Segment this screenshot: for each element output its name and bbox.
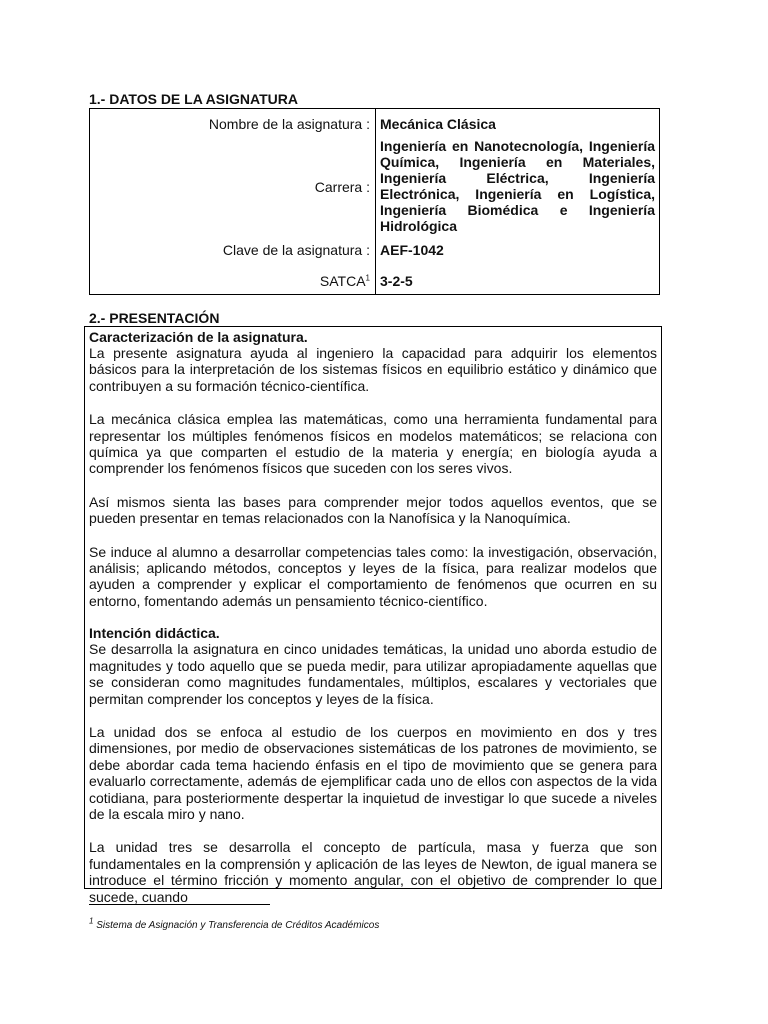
career-value: Ingeniería en Nanotecnología, Ingeniería Química, Ingeniería en Materiales, Ingeniería Eléctrica, Ingeniería Electrónica, Ingeniería en Logística, Ingeniería Biomédica e Ingeniería Hidrológica [380, 138, 655, 234]
career-label: Carrera : [314, 179, 370, 195]
subject-data-table [89, 108, 660, 295]
footnote-text: Sistema de Asignación y Transferencia de Créditos Académicos [96, 920, 380, 931]
table-column-divider [375, 109, 376, 294]
section-1-title: 1.- DATOS DE LA ASIGNATURA [89, 91, 298, 107]
didactic-paragraph: Se desarrolla la asignatura en cinco unidades temáticas, la unidad uno aborda estudio de magnitudes y todo aquello que se pueda medir, para utilizar apropiadamente aquellas que se consideran como magnitudes fundamentales, múltiplos, escalares y vectoriales que permitan comprender los conceptos y leyes de la física. [89, 641, 657, 707]
section-2-title: 2.- PRESENTACIÓN [89, 310, 220, 326]
characterization-heading: Caracterización de la asignatura. [89, 329, 308, 345]
characterization-paragraph: Así mismos sienta las bases para comprender mejor todos aquellos eventos, que se pueden presentar en temas relacionados con la Nanofísica y la Nanoquímica. [89, 493, 657, 527]
didactic-intention-heading: Intención didáctica. [89, 625, 220, 642]
subject-name-label: Nombre de la asignatura : [208, 116, 370, 132]
subject-name-value: Mecánica Clásica [380, 116, 496, 132]
footnote [89, 916, 380, 932]
characterization-paragraph: La mecánica clásica emplea las matemáticas, como una herramienta fundamental para representar los múltiples fenómenos físicos en modelos matemáticos; se relaciona con química ya que comparten el estudio de la materia y energía; en biología ayuda a comprender los fenómenos físicos que suceden con los seres vivos. [89, 411, 657, 477]
characterization-paragraph: Se induce al alumno a desarrollar competencias tales como: la investigación, observación, análisis; aplicando métodos, conceptos y leyes de la física, para realizar modelos que ayuden a comprender y explicar el comportamiento de fenómenos que ocurren en su entorno, fomentando además un pensamiento técnico-científico. [89, 543, 657, 609]
didactic-paragraph: La unidad dos se enfoca al estudio de los cuerpos en movimiento en dos y tres dimensiones, por medio de observaciones sistemáticas de los patrones de movimiento, se debe abordar cada tema haciendo énfasis en el tipo de movimiento que se genera para evaluarlo correctamente, además de ejemplificar cada uno de ellos con aspectos de la vida cotidiana, para posteriormente despertar la inquietud de investigar lo que sucede a niveles de la escala miro y nano. [89, 723, 657, 822]
characterization-paragraph: La presente asignatura ayuda al ingeniero la capacidad para adquirir los elementos básicos para la interpretación de los sistemas físicos en equilibrio estático y dinámico que contribuyen a su formación técnico-científica. [89, 345, 657, 394]
satca-label-text: SATCA [319, 273, 366, 289]
presentation-box [84, 326, 662, 905]
satca-value: 3-2-5 [380, 273, 413, 289]
subject-code-label: Clave de la asignatura : [222, 242, 370, 258]
footnote-ref: 1 [365, 273, 370, 283]
satca-label [90, 273, 370, 289]
footnote-marker: 1 [89, 916, 94, 926]
subject-code-value: AEF-1042 [380, 242, 444, 258]
footnote-separator [89, 904, 270, 905]
didactic-paragraph: La unidad tres se desarrolla el concepto de partícula, masa y fuerza que son fundamentales en la comprensión y aplicación de las leyes de Newton, de igual manera se introduce el término fricción y momento angular, con el objetivo de comprender lo que sucede, cuando [89, 839, 657, 905]
